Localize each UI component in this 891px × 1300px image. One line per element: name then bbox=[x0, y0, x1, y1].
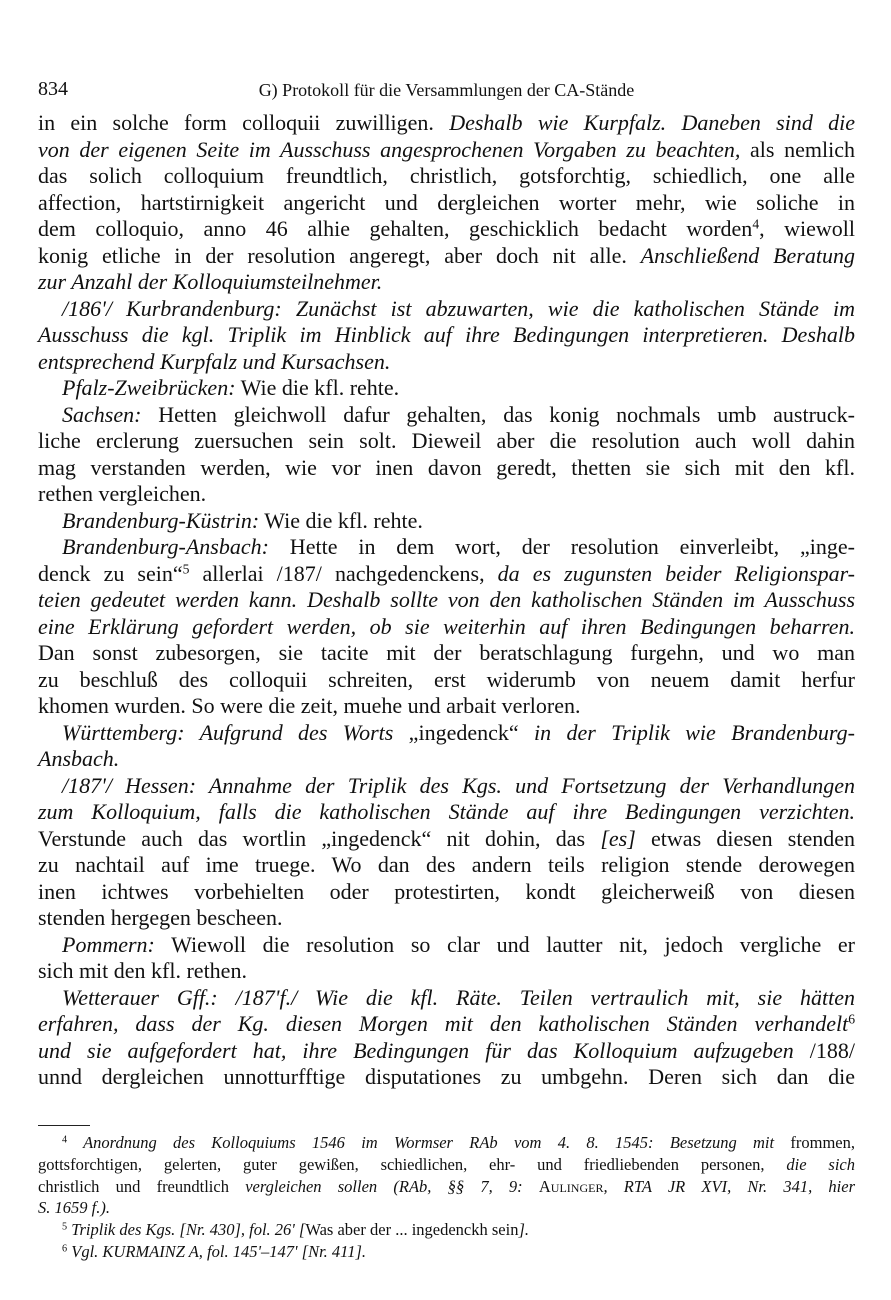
text-segment: Hetten gleichwoll dafur gehalten, das konig nochmals umb austruck- bbox=[141, 401, 855, 427]
text-segment: Dan sonst zubesorgen, sie tacite mit der beratschlagung furgehn, und wo man bbox=[38, 640, 855, 665]
text-line bbox=[38, 216, 855, 243]
text-line bbox=[38, 640, 855, 667]
text-line bbox=[38, 693, 855, 720]
text-segment: inen ichtwes vorbehielten oder protestirten, kondt gleicherweiß von diesen bbox=[38, 878, 855, 904]
running-title: G) Protokoll für die Versammlungen der CA-Stände bbox=[258, 80, 635, 100]
footnote-marker: 4 bbox=[62, 1134, 68, 1146]
text-segment: mag verstanden werden, wie vor inen davon geredt, thetten sie sich mit den kfl. bbox=[38, 454, 855, 480]
text-segment: liche erclerung zuersuchen sein solt. Dieweil aber die resolution auch woll dahin bbox=[38, 428, 855, 453]
text-segment: Anordnung des Kolloquiums 1546 im Wormser RAb vom 4. 8. 1545: Besetzung mit bbox=[67, 1133, 775, 1152]
footnote-marker: 6 bbox=[62, 1243, 68, 1255]
text-segment: konig etliche in der resolution angeregt, aber doch nit alle. bbox=[38, 242, 641, 268]
text-segment: , wiewoll bbox=[759, 216, 855, 241]
text-segment: als nemlich bbox=[740, 136, 855, 162]
text-segment: gottsforchtigen, gelerten, guter gewißen, schiedlichen, ehr- und friedliebenden personen, bbox=[38, 1154, 787, 1174]
text-line bbox=[38, 561, 855, 588]
text-segment: Wiewoll die resolution so clar und lautter nit, jedoch vergliche er bbox=[154, 931, 855, 957]
text-segment: in der Triplik wie Brandenburg- bbox=[534, 719, 856, 745]
text-segment: , RTA JR XVI, Nr. 341, hier bbox=[603, 1176, 856, 1196]
text-line bbox=[38, 746, 855, 773]
text-segment: ]. bbox=[518, 1220, 529, 1240]
text-line bbox=[38, 985, 855, 1012]
text-segment: Ausschuss die kgl. Triplik im Hinblick auf ihre Bedingungen interpretieren. Deshalb bbox=[38, 322, 855, 347]
text-line bbox=[38, 799, 855, 826]
text-line bbox=[38, 402, 855, 429]
text-segment: Brandenburg-Ansbach: bbox=[62, 534, 269, 559]
text-segment: zu beschluß des colloquii schreiten, erst widerumb von neuem damit herfur bbox=[38, 666, 855, 692]
text-segment: Wetterauer Gff.: /187'f./ Wie die kfl. Räte. Teilen vertraulich mit, sie hätten bbox=[62, 984, 855, 1010]
text-segment: S. 1659 f.). bbox=[38, 1198, 110, 1218]
text-segment: Sachsen: bbox=[62, 401, 142, 427]
text-segment: und sie aufgefordert hat, ihre Bedingungen für das Kolloquium aufzugeben bbox=[38, 1037, 794, 1063]
page-number: 834 bbox=[38, 78, 68, 100]
footnote-line bbox=[38, 1219, 855, 1241]
text-segment: stenden hergegen bescheen. bbox=[38, 905, 283, 930]
text-line bbox=[38, 508, 855, 535]
text-line bbox=[38, 243, 855, 270]
text-segment: entsprechend Kurpfalz und Kursachsen. bbox=[38, 348, 391, 374]
text-line bbox=[38, 958, 855, 985]
text-line bbox=[38, 428, 855, 455]
text-segment: allerlai /187/ nachgedenckens, bbox=[189, 560, 498, 586]
text-line bbox=[38, 614, 855, 641]
text-segment: /187'/ Hessen: Annahme der Triplik des Kgs. und Fortsetzung der Verhandlungen bbox=[62, 772, 855, 798]
footnote-line bbox=[38, 1241, 855, 1263]
text-line bbox=[38, 826, 855, 853]
text-line bbox=[38, 455, 855, 482]
footnote-marker: 6 bbox=[848, 1011, 855, 1027]
text-segment: Pommern: bbox=[62, 931, 155, 957]
text-line bbox=[38, 587, 855, 614]
text-segment: etwas diesen stenden bbox=[635, 825, 856, 851]
text-segment: Verstunde auch das wortlin „ingedenck“ nit dohin, das bbox=[38, 825, 601, 851]
footnote-line bbox=[38, 1154, 855, 1176]
text-line bbox=[38, 932, 855, 959]
text-segment: zum Kolloquium, falls die katholischen Stände auf ihre Bedingungen verzichten. bbox=[38, 799, 855, 824]
text-segment: da es zugunsten beider Religionspar- bbox=[497, 560, 856, 586]
text-segment: frommen, bbox=[774, 1133, 856, 1152]
text-line bbox=[38, 163, 855, 190]
text-segment: sich mit den kfl. rethen. bbox=[38, 958, 247, 983]
text-line bbox=[38, 773, 855, 800]
text-segment: Brandenburg-Küstrin: bbox=[62, 507, 260, 533]
text-segment: Triplik des Kgs. [Nr. 430], fol. 26' [ bbox=[67, 1220, 306, 1240]
text-line bbox=[38, 852, 855, 879]
text-line bbox=[38, 667, 855, 694]
footnote-marker: 5 bbox=[182, 561, 190, 576]
text-segment: eine Erklärung gefordert werden, ob sie weiterhin auf ihren Bedingungen beharren. bbox=[38, 613, 855, 639]
text-line bbox=[38, 1064, 855, 1091]
text-segment: Wie die kfl. rehte. bbox=[235, 375, 400, 400]
text-line bbox=[38, 137, 855, 164]
text-line bbox=[38, 349, 855, 376]
footnote-line bbox=[38, 1197, 855, 1219]
text-segment: das solich colloquium freundtlich, christlich, gotsforchtig, schiedlich, one alle bbox=[38, 163, 855, 188]
footnote-line bbox=[38, 1132, 855, 1154]
text-segment: Ansbach. bbox=[38, 746, 120, 771]
text-line bbox=[38, 375, 855, 402]
page-header bbox=[38, 78, 855, 106]
text-segment: „ingedenck“ bbox=[393, 719, 534, 745]
text-segment: die sich bbox=[786, 1154, 855, 1174]
text-line bbox=[38, 296, 855, 323]
text-segment: Deshalb wie Kurpfalz. Daneben sind die bbox=[449, 110, 855, 135]
text-line bbox=[38, 534, 855, 561]
footnote-separator bbox=[38, 1125, 90, 1126]
text-segment: dem colloquio, anno 46 alhie gehalten, geschicklich bedacht worden bbox=[38, 216, 753, 241]
text-line bbox=[38, 269, 855, 296]
text-line bbox=[38, 905, 855, 932]
footnote-marker: 4 bbox=[752, 216, 760, 232]
footnotes bbox=[38, 1132, 855, 1263]
text-segment: Was aber der ... ingedenckh sein bbox=[305, 1220, 519, 1240]
text-line bbox=[38, 1038, 855, 1065]
text-line bbox=[38, 110, 855, 137]
text-line bbox=[38, 190, 855, 217]
text-line bbox=[38, 879, 855, 906]
text-segment: Wie die kfl. rehte. bbox=[259, 507, 423, 533]
main-text bbox=[38, 110, 855, 1091]
text-segment: Württemberg: Aufgrund des Worts bbox=[62, 719, 394, 745]
text-line bbox=[38, 322, 855, 349]
text-segment: zur Anzahl der Kolloquiumsteilnehmer. bbox=[38, 269, 383, 294]
text-segment: Hette in dem wort, der resolution einverleibt, „inge- bbox=[268, 534, 855, 559]
text-segment: Aulinger bbox=[538, 1176, 604, 1196]
text-segment: Pfalz-Zweibrücken: bbox=[62, 375, 236, 400]
text-segment: christlich und freundtlich bbox=[38, 1176, 246, 1196]
text-segment: affection, hartstirnigkeit angericht und dergleichen worter mehr, wie soliche in bbox=[38, 189, 855, 215]
text-segment: von der eigenen Seite im Ausschuss angesprochenen Vorgaben zu beachten, bbox=[38, 136, 741, 162]
text-segment: teien gedeutet werden kann. Deshalb sollte von den katholischen Ständen im Ausschuss bbox=[38, 587, 855, 612]
text-segment: /186'/ Kurbrandenburg: Zunächst ist abzuwarten, wie die katholischen Stände im bbox=[62, 295, 855, 321]
text-segment: denck zu sein“ bbox=[38, 560, 183, 586]
text-segment: erfahren, dass der Kg. diesen Morgen mit den katholischen Ständen verhandelt bbox=[38, 1011, 849, 1036]
text-line bbox=[38, 1011, 855, 1038]
footnote-line bbox=[38, 1176, 855, 1198]
footnote-marker: 5 bbox=[62, 1221, 68, 1233]
text-segment: zu nachtail auf ime truege. Wo dan des andern teils religion stende derowegen bbox=[38, 852, 855, 877]
text-segment: [es] bbox=[600, 825, 636, 851]
text-line bbox=[38, 481, 855, 508]
text-segment: unnd dergleichen unnotturfftige disputationes zu umbgehn. Deren sich dan die bbox=[38, 1064, 855, 1089]
text-segment: khomen wurden. So were die zeit, muehe und arbait verloren. bbox=[38, 693, 581, 718]
text-segment: Anschließend Beratung bbox=[640, 242, 855, 268]
text-segment: Vgl. KURMAINZ A, fol. 145'–147' [Nr. 411]. bbox=[67, 1241, 366, 1261]
text-segment: vergleichen sollen (RAb, §§ 7, 9: bbox=[245, 1176, 539, 1196]
text-segment: rethen vergleichen. bbox=[38, 481, 207, 506]
text-segment: /188/ bbox=[793, 1037, 855, 1063]
text-line bbox=[38, 720, 855, 747]
text-segment: in ein solche form colloquii zuwilligen. bbox=[38, 110, 450, 135]
